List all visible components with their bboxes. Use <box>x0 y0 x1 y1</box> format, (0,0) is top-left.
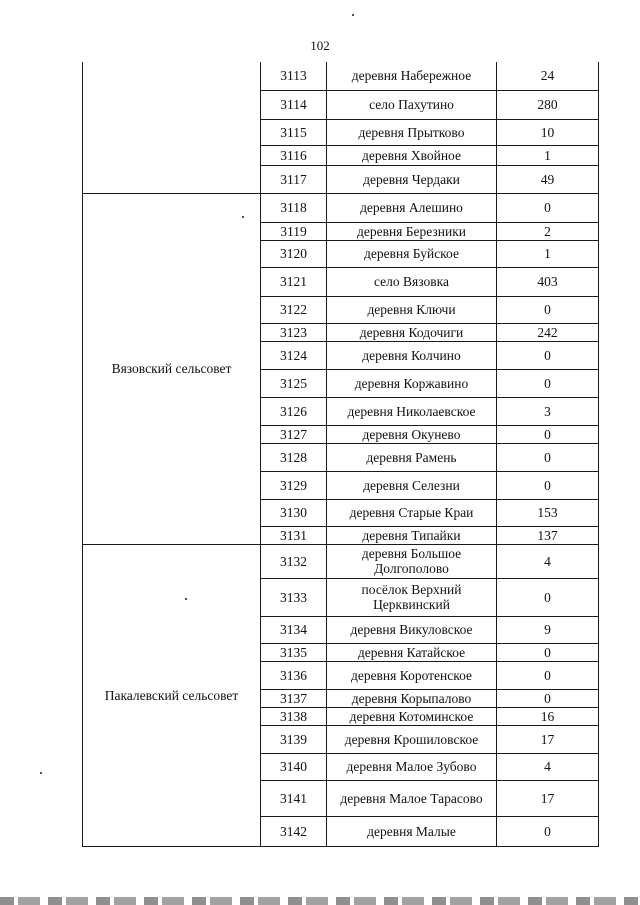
settlement-name-cell: деревня Окунево <box>327 425 497 443</box>
population-cell: 16 <box>497 707 599 725</box>
population-cell: 0 <box>497 643 599 661</box>
settlement-name-cell: деревня Николаевское <box>327 397 497 425</box>
population-cell: 17 <box>497 725 599 753</box>
settlement-name-cell: деревня Корыпалово <box>327 689 497 707</box>
settlement-name-cell: деревня Буйское <box>327 240 497 267</box>
table-row <box>83 544 599 578</box>
settlement-name-cell: деревня Рамень <box>327 443 497 471</box>
settlement-register-table <box>82 62 599 847</box>
population-cell: 280 <box>497 90 599 119</box>
settlement-name-cell: деревня Катайское <box>327 643 497 661</box>
settlement-name-cell: село Вязовка <box>327 267 497 296</box>
settlement-name-cell: деревня Кодочиги <box>327 323 497 341</box>
row-number-cell: 3117 <box>261 165 327 193</box>
table-row <box>83 62 599 90</box>
population-cell: 24 <box>497 62 599 90</box>
row-number-cell: 3120 <box>261 240 327 267</box>
settlement-name-cell: деревня Малое Зубово <box>327 753 497 780</box>
population-cell: 0 <box>497 443 599 471</box>
settlement-name-cell: деревня Селезни <box>327 471 497 499</box>
population-cell: 0 <box>497 296 599 323</box>
row-number-cell: 3141 <box>261 780 327 816</box>
row-number-cell: 3119 <box>261 222 327 240</box>
population-cell: 10 <box>497 119 599 145</box>
population-cell: 0 <box>497 193 599 222</box>
row-number-cell: 3114 <box>261 90 327 119</box>
population-cell: 0 <box>497 578 599 616</box>
district-cell: Вязовский сельсовет <box>83 193 261 544</box>
row-number-cell: 3118 <box>261 193 327 222</box>
population-cell: 403 <box>497 267 599 296</box>
population-cell: 0 <box>497 661 599 689</box>
scan-speck <box>242 216 244 218</box>
population-cell: 9 <box>497 616 599 643</box>
settlement-name-cell: деревня Малые <box>327 816 497 846</box>
row-number-cell: 3142 <box>261 816 327 846</box>
population-cell: 4 <box>497 753 599 780</box>
row-number-cell: 3129 <box>261 471 327 499</box>
district-cell <box>83 62 261 193</box>
row-number-cell: 3116 <box>261 145 327 165</box>
population-cell: 2 <box>497 222 599 240</box>
row-number-cell: 3134 <box>261 616 327 643</box>
population-cell: 242 <box>497 323 599 341</box>
settlement-name-cell: деревня Коржавино <box>327 369 497 397</box>
population-cell: 17 <box>497 780 599 816</box>
row-number-cell: 3139 <box>261 725 327 753</box>
settlement-name-cell: деревня Малое Тарасово <box>327 780 497 816</box>
row-number-cell: 3137 <box>261 689 327 707</box>
scan-speck <box>352 14 354 16</box>
settlement-name-cell: деревня Алешино <box>327 193 497 222</box>
scan-speck <box>185 598 187 600</box>
settlement-name-cell: деревня Викуловское <box>327 616 497 643</box>
row-number-cell: 3122 <box>261 296 327 323</box>
settlement-name-cell: деревня Коротенское <box>327 661 497 689</box>
population-cell: 0 <box>497 341 599 369</box>
population-cell: 49 <box>497 165 599 193</box>
settlement-name-cell: деревня Прытково <box>327 119 497 145</box>
row-number-cell: 3130 <box>261 499 327 526</box>
page-number: 102 <box>310 38 330 53</box>
settlement-name-cell: деревня Котоминское <box>327 707 497 725</box>
scan-edge-noise <box>0 897 640 905</box>
row-number-cell: 3124 <box>261 341 327 369</box>
row-number-cell: 3140 <box>261 753 327 780</box>
population-cell: 1 <box>497 240 599 267</box>
row-number-cell: 3136 <box>261 661 327 689</box>
population-cell: 153 <box>497 499 599 526</box>
row-number-cell: 3126 <box>261 397 327 425</box>
row-number-cell: 3138 <box>261 707 327 725</box>
settlement-name-cell: деревня Набережное <box>327 62 497 90</box>
settlement-name-cell: деревня Старые Краи <box>327 499 497 526</box>
row-number-cell: 3128 <box>261 443 327 471</box>
row-number-cell: 3113 <box>261 62 327 90</box>
district-cell: Пакалевский сельсовет <box>83 544 261 846</box>
settlement-name-cell: деревня Колчино <box>327 341 497 369</box>
settlement-name-cell: деревня Ключи <box>327 296 497 323</box>
row-number-cell: 3133 <box>261 578 327 616</box>
settlement-name-cell: деревня Хвойное <box>327 145 497 165</box>
row-number-cell: 3131 <box>261 526 327 544</box>
settlement-name-cell: посёлок Верхний Церквинский <box>327 578 497 616</box>
population-cell: 3 <box>497 397 599 425</box>
row-number-cell: 3125 <box>261 369 327 397</box>
population-cell: 0 <box>497 816 599 846</box>
population-cell: 0 <box>497 425 599 443</box>
population-cell: 1 <box>497 145 599 165</box>
population-cell: 0 <box>497 689 599 707</box>
row-number-cell: 3123 <box>261 323 327 341</box>
settlement-name-cell: село Пахутино <box>327 90 497 119</box>
population-cell: 0 <box>497 369 599 397</box>
population-cell: 0 <box>497 471 599 499</box>
settlement-name-cell: деревня Большое Долгополово <box>327 544 497 578</box>
row-number-cell: 3135 <box>261 643 327 661</box>
row-number-cell: 3121 <box>261 267 327 296</box>
settlement-register-body <box>83 62 599 846</box>
settlement-name-cell: деревня Крошиловское <box>327 725 497 753</box>
settlement-name-cell: деревня Чердаки <box>327 165 497 193</box>
settlement-name-cell: деревня Типайки <box>327 526 497 544</box>
row-number-cell: 3132 <box>261 544 327 578</box>
table-row <box>83 193 599 222</box>
row-number-cell: 3127 <box>261 425 327 443</box>
row-number-cell: 3115 <box>261 119 327 145</box>
population-cell: 137 <box>497 526 599 544</box>
scan-speck <box>40 772 42 774</box>
settlement-name-cell: деревня Березники <box>327 222 497 240</box>
population-cell: 4 <box>497 544 599 578</box>
